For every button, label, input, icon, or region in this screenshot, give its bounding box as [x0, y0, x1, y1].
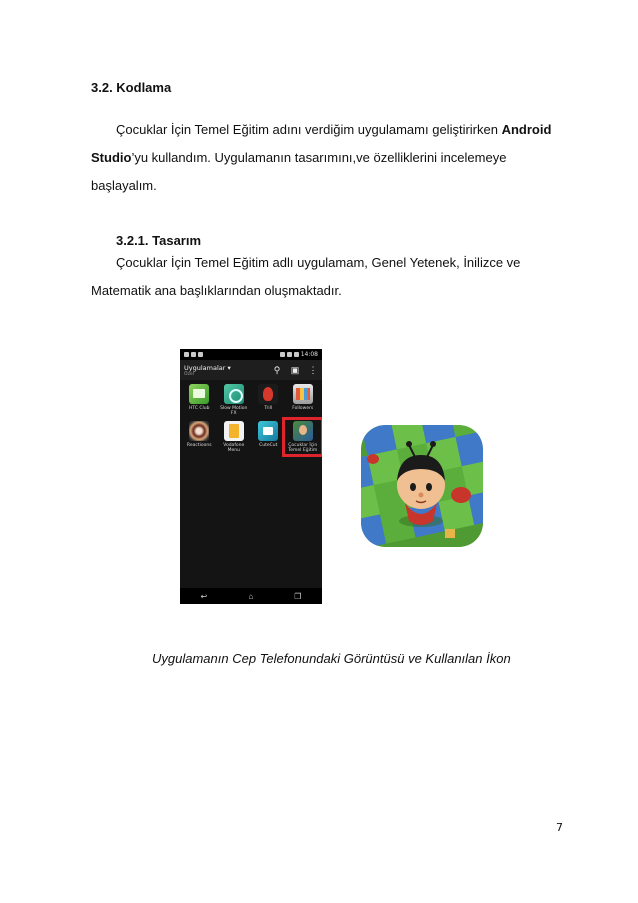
subsection-heading: 3.2.1. Tasarım [116, 233, 202, 248]
paragraph-bold-text: Android Studio [91, 122, 552, 165]
app-label: Vodafone Menu [223, 443, 245, 453]
app-label: Çocuklar İçin Temel Eğitim [288, 443, 318, 453]
search-icon: ⚲ [273, 365, 281, 375]
navigation-bar [180, 588, 322, 604]
wifi-icon [280, 352, 285, 357]
app-label: HTC Club [188, 406, 210, 411]
slow-motion-fx-icon [224, 384, 244, 404]
app-label: Slow Motion FX [220, 406, 248, 416]
app-label: Reactioons [186, 443, 212, 448]
status-bar [180, 349, 322, 360]
status-time: 14:08 [300, 351, 318, 358]
app-icon-illustration [361, 425, 483, 547]
app-drawer-header [180, 360, 322, 380]
followers-icon [293, 384, 313, 404]
back-icon: ↩ [200, 591, 208, 601]
app-drawer-subtitle: Özel [184, 371, 194, 377]
app-tile [286, 384, 321, 416]
app-drawer-title: Uygulamalar ▾ [184, 363, 231, 372]
app-grid [180, 380, 322, 453]
app-tile [182, 384, 217, 416]
section-paragraph [91, 116, 561, 200]
app-label: CuteCut [259, 443, 278, 448]
figure-caption: Uygulamanın Cep Telefonundaki Görüntüsü ve Kullanılan İkon [152, 651, 511, 666]
app-label: Followers [292, 406, 314, 411]
app-tile [251, 384, 286, 416]
more-options-icon: ⋮ [308, 365, 318, 375]
recent-apps-icon: ❐ [294, 591, 302, 601]
signal-icon [287, 352, 292, 357]
paragraph-text-continued: ’yu kullandım. Uygulamanın tasarımını,ve özelliklerini incelemeye başlayalım. [91, 150, 507, 193]
store-icon: ▣ [290, 365, 300, 375]
subsection-paragraph [91, 249, 561, 305]
highlighted-app-tile [286, 421, 321, 453]
notification-icons [184, 352, 203, 357]
paragraph-text: Çocuklar İçin Temel Eğitim adını verdiğim uygulamamı geliştirirken [116, 122, 502, 137]
page-number: 7 [556, 821, 563, 834]
vodafone-menu-icon [224, 421, 244, 441]
cutecut-icon [258, 421, 278, 441]
htc-club-icon [189, 384, 209, 404]
cocuklar-icin-temel-egitim-icon [293, 421, 313, 441]
phone-screenshot [180, 349, 322, 604]
app-tile [182, 421, 217, 453]
home-icon: ⌂ [248, 591, 254, 601]
subsection-paragraph-text: Çocuklar İçin Temel Eğitim adlı uygulamam, Genel Yetenek, İnilizce ve Matematik ana başlıklarından oluşmaktadır. [91, 255, 521, 298]
system-status-icons [280, 351, 318, 358]
app-tile [217, 421, 252, 453]
app-tile [217, 384, 252, 416]
section-heading: 3.2. Kodlama [91, 80, 172, 95]
app-icon-artwork [361, 425, 483, 547]
trill-icon [258, 384, 278, 404]
battery-icon [294, 352, 299, 357]
app-tile [251, 421, 286, 453]
reactioons-icon [189, 421, 209, 441]
app-label: Trill [264, 406, 273, 411]
